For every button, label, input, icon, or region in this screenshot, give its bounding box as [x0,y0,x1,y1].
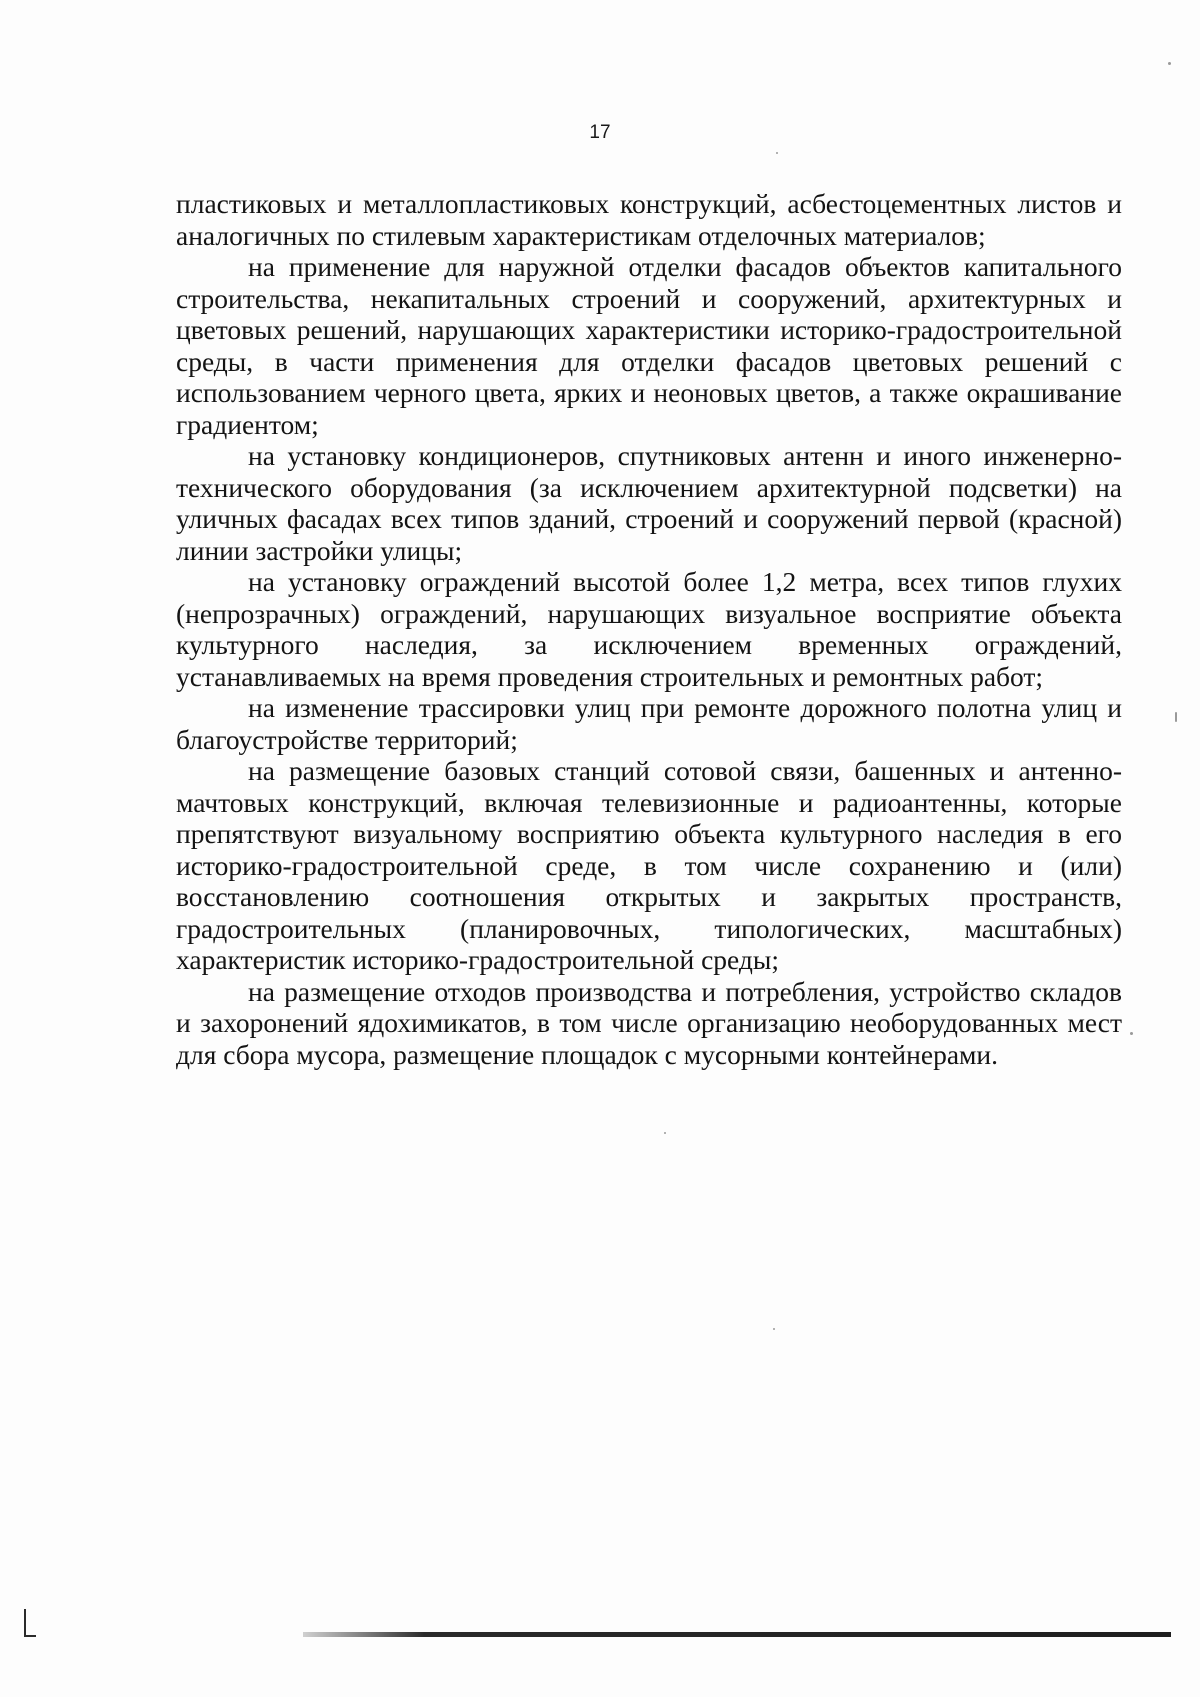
scan-speck [773,1328,775,1330]
paragraph-continuation: пластиковых и металлопластиковых конструкций, асбестоцементных листов и аналогичных по стилевым характеристикам отделочных материалов; [176,188,1122,251]
document-body [176,188,1122,1070]
scan-speck [1175,712,1177,722]
scan-speck [1130,1032,1133,1035]
bottom-scan-edge-rule [303,1632,1171,1637]
page-number: 17 [589,122,611,143]
paragraph-fences: на установку ограждений высотой более 1,2 метра, всех типов глухих (непрозрачных) ограждений, нарушающих визуальное восприятие объекта культурного наследия, за исключением временных ограждений, устанавливаемых на время проведения строительных и ремонтных работ; [176,566,1122,692]
paragraph-facade-colors: на применение для наружной отделки фасадов объектов капитального строительства, некапитальных строений и сооружений, архитектурных и цветовых решений, нарушающих характеристики историко-градостроительной среды, в части применения для отделки фасадов цветовых решений с использованием черного цвета, ярких и неоновых цветов, а также окрашивание градиентом; [176,251,1122,440]
scan-speck [1168,62,1171,65]
paragraph-air-conditioners: на установку кондиционеров, спутниковых антенн и иного инженерно-технического оборудования (за исключением архитектурной подсветки) на уличных фасадах всех типов зданий, строений и сооружений первой (красной) линии застройки улицы; [176,440,1122,566]
scan-speck [776,152,778,154]
paragraph-waste: на размещение отходов производства и потребления, устройство складов и захоронений ядохимикатов, в том числе организацию необорудованных мест для сбора мусора, размещение площадок с мусорными контейнерами. [176,975,1122,1070]
paragraph-street-tracing: на изменение трассировки улиц при ремонте дорожного полотна улиц и благоустройстве территорий; [176,692,1122,755]
corner-crop-mark [24,1609,36,1637]
scan-speck [664,1132,666,1134]
paragraph-base-stations: на размещение базовых станций сотовой связи, башенных и антенно-мачтовых конструкций, включая телевизионные и радиоантенны, которые препятствуют визуальному восприятию объекта культурного наследия в его историко-градостроительной среде, в том числе сохранению и (или) восстановлению соотношения открытых и закрытых пространств, градостроительных (планировочных, типологических, масштабных) характеристик историко-градостроительной среды; [176,755,1122,975]
